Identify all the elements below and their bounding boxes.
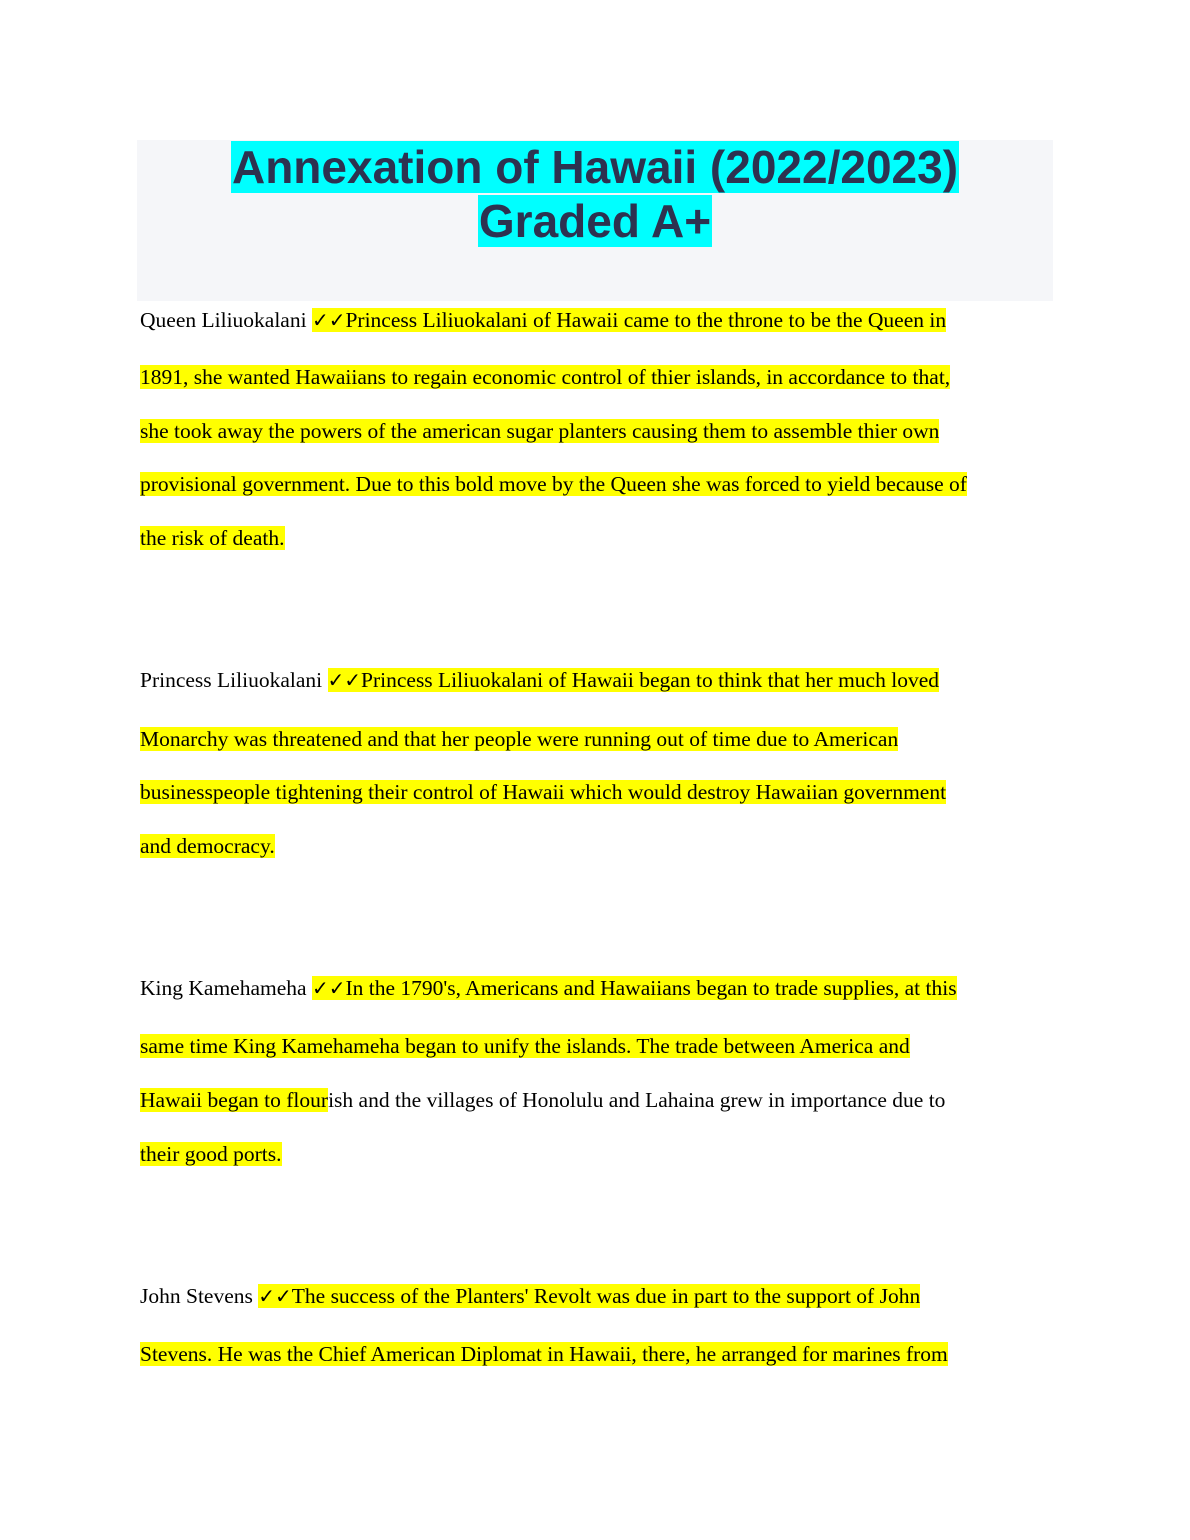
entry-first-line <box>140 667 939 693</box>
entry-definition-line: Monarchy was threatened and that her people were running out of time due to American <box>140 727 899 751</box>
entry-line <box>140 525 285 551</box>
entry-line <box>140 726 898 752</box>
entry-line <box>140 1141 282 1167</box>
entry-line <box>140 418 939 444</box>
entry-line <box>140 779 946 805</box>
double-check-icon: ✓✓ <box>258 1284 292 1308</box>
double-check-icon: ✓✓ <box>311 976 346 1000</box>
entry-line <box>140 1033 910 1059</box>
entry-definition-line: their good ports. <box>140 1142 282 1166</box>
entry-line <box>140 1087 945 1113</box>
entry-definition-line: and democracy. <box>140 834 275 858</box>
entry-definition-line: 1891, she wanted Hawaiians to regain economic control of thier islands, in accordance to that, <box>140 365 951 389</box>
entry-definition-line: Princess Liliuokalani of Hawaii began to think that her much loved <box>361 668 939 692</box>
document-title-line-2: Graded A+ <box>478 195 712 247</box>
title-banner <box>137 140 1053 301</box>
entry-term: Queen Liliuokalani <box>140 308 307 332</box>
document-title-line-1: Annexation of Hawaii (2022/2023) <box>231 141 959 193</box>
entry-definition-line: Princess Liliuokalani of Hawaii came to the throne to be the Queen in <box>345 308 947 332</box>
entry-definition-line: businesspeople tightening their control of Hawaii which would destroy Hawaiian government <box>140 780 947 804</box>
entry-term: John Stevens <box>140 1284 253 1308</box>
double-check-icon: ✓✓ <box>311 308 346 332</box>
entry-definition-line: Stevens. He was the Chief American Diplomat in Hawaii, there, he arranged for marines from <box>140 1342 948 1366</box>
entry-definition-line: provisional government. Due to this bold move by the Queen she was forced to yield because of <box>140 472 967 496</box>
entry-term: King Kamehameha <box>140 976 307 1000</box>
entry-first-line <box>140 307 946 333</box>
entry-definition-line-highlighted: Hawaii began to flour <box>140 1088 329 1112</box>
entry-line <box>140 364 950 390</box>
entry-definition-line: she took away the powers of the american sugar planters causing them to assemble thier own <box>140 419 940 443</box>
entry-line <box>140 471 967 497</box>
entry-definition-line: In the 1790's, Americans and Hawaiians began to trade supplies, at this <box>345 976 957 1000</box>
entry-first-line <box>140 1283 920 1309</box>
entry-definition-line: The success of the Planters' Revolt was due in part to the support of John <box>291 1284 921 1308</box>
entry-line <box>140 1341 948 1367</box>
entry-first-line <box>140 975 957 1001</box>
entry-definition-line: the risk of death. <box>140 526 285 550</box>
entry-definition-line: same time King Kamehameha began to unify the islands. The trade between America and <box>140 1034 910 1058</box>
entry-line <box>140 833 275 859</box>
double-check-icon: ✓✓ <box>327 668 362 692</box>
entry-term: Princess Liliuokalani <box>140 668 323 692</box>
entry-definition-line-unhighlighted: ish and the villages of Honolulu and Lahaina grew in importance due to <box>328 1088 946 1112</box>
